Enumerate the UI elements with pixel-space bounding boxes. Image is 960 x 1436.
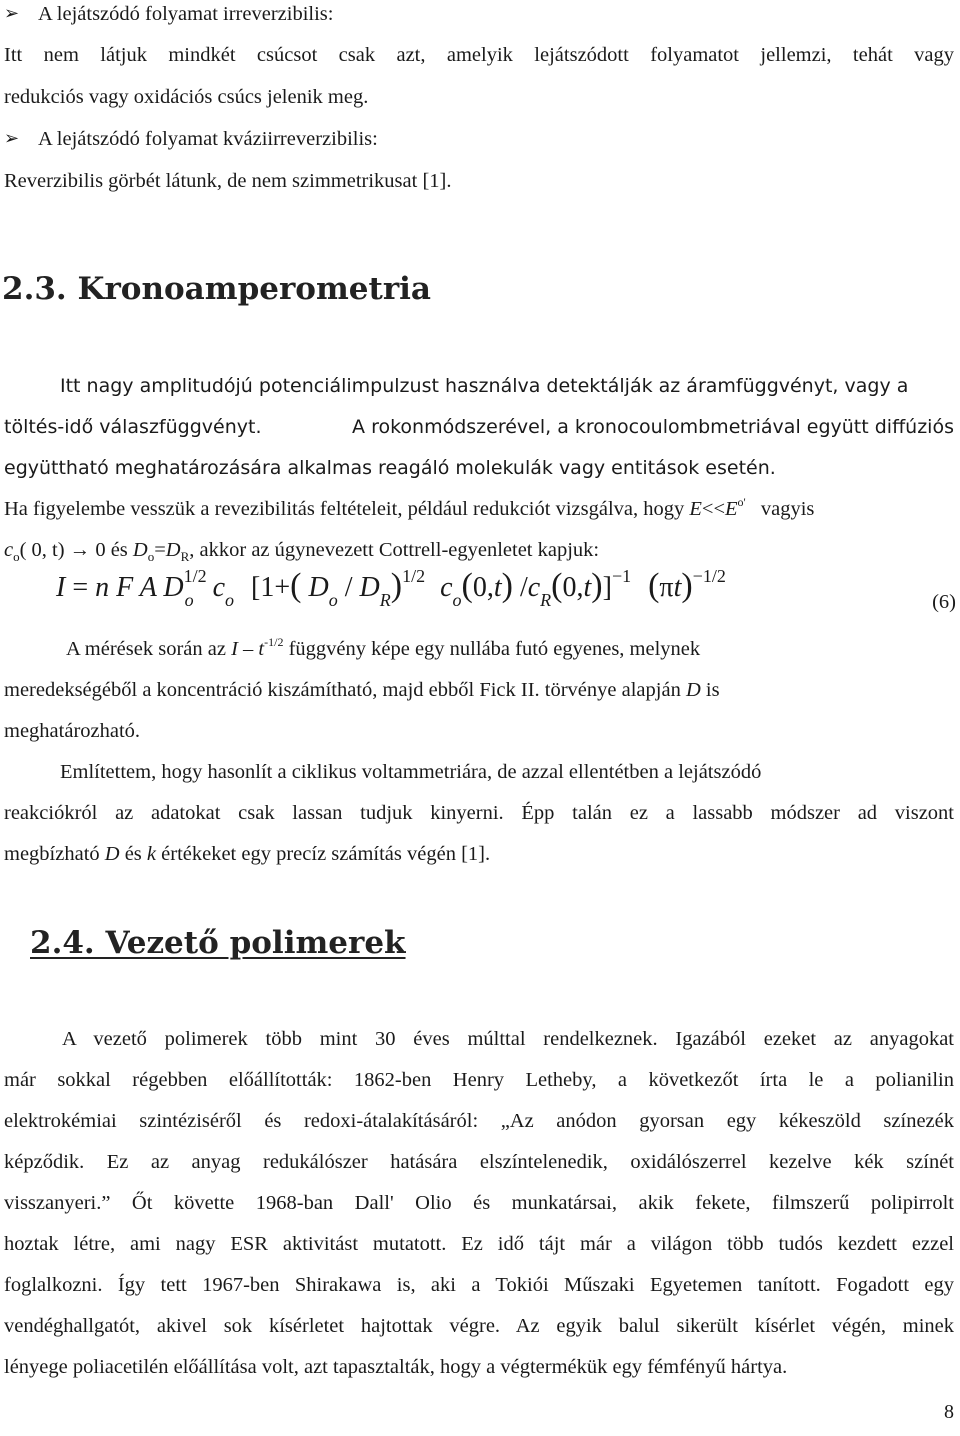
condition-tail: vagyis bbox=[760, 498, 815, 520]
page-number: 8 bbox=[944, 1401, 954, 1423]
bullet-quasi-irreversible bbox=[4, 127, 954, 151]
condition-text: Ha figyelembe vesszük a revezibilitás feltételeit, például redukciót vizsgálva, hogy bbox=[4, 498, 685, 520]
formula-c: c bbox=[212, 572, 226, 603]
paragraph-line: hoztak létre, ami nagy ESR aktivitást mutatott. Ez idő tájt már a világon több tudós kezdett ezzel bbox=[4, 1233, 954, 1255]
formula-close-paren: ) bbox=[501, 567, 513, 604]
formula-t: t bbox=[493, 572, 502, 603]
paragraph-line: A vezető polimerek több mint 30 éves múlttal rendelkeznek. Igazából ezeket az anyagokat bbox=[62, 1028, 954, 1050]
paragraph-line: Reverzibilis görbét látunk, de nem szimmetrikusat [1]. bbox=[4, 170, 452, 192]
paragraph-line: lényege poliacetilén előállítása volt, azt tapasztalták, hogy a végtermékük egy fémfényű hártya. bbox=[4, 1356, 788, 1378]
formula-exp-minus-half: −1/2 bbox=[692, 566, 726, 586]
formula-close-paren: ) bbox=[390, 567, 403, 604]
formula-D: D bbox=[359, 572, 380, 603]
formula-sub-o: o bbox=[184, 590, 194, 610]
symbol-D: D bbox=[104, 843, 120, 865]
formula-t: t bbox=[583, 572, 592, 603]
formula-sub-o: o bbox=[225, 590, 235, 610]
dash: – bbox=[243, 638, 254, 660]
subscript-R: R bbox=[180, 549, 190, 565]
exponent: -1/2 bbox=[264, 635, 284, 649]
paragraph-line: meghatározható. bbox=[4, 720, 141, 742]
formula-one-plus: 1+ bbox=[260, 572, 291, 603]
paragraph-fragment: A rokonmódszerével, a kronocoulombmetriával együtt diffúziós bbox=[352, 416, 954, 438]
formula-equals: = bbox=[72, 572, 89, 603]
paragraph-line: képződik. Ez az anyag redukálószer hatására elszíntelenedik, oxidálószerrel kezelve kék színét bbox=[4, 1151, 954, 1173]
formula-close-paren: ) bbox=[591, 567, 603, 604]
symbol-E0: E bbox=[725, 498, 738, 520]
arrow-bullet-icon: ➢ bbox=[4, 3, 20, 24]
paragraph-line: elektrokémiai szintéziséről és redoxi-átalakításáról: „Az anódon gyorsan egy kékeszöld színezék bbox=[4, 1110, 954, 1132]
symbol-D: D bbox=[685, 679, 701, 701]
paragraph-line: együttható meghatározására alkalmas reagáló molekulák vagy entitások esetén. bbox=[4, 457, 776, 479]
paragraph-fragment: A mérések során az bbox=[66, 638, 226, 660]
paragraph-line: foglalkozni. Így tett 1967-ben Shirakawa is, aki a Tokiói Műszaki Egyetemen tanított. Fogadott egy bbox=[4, 1274, 954, 1296]
formula-F: F bbox=[116, 572, 134, 603]
symbol-E0-superscript: o' bbox=[737, 495, 746, 509]
equals-sign: = bbox=[154, 539, 166, 561]
formula-open-bracket: [ bbox=[251, 572, 261, 603]
formula-slash: / bbox=[519, 572, 528, 603]
formula-pi: π bbox=[659, 572, 674, 603]
formula-open-paren: ( bbox=[290, 567, 302, 604]
formula-zero: 0, bbox=[472, 572, 494, 603]
formula-zero: 0, bbox=[562, 572, 584, 603]
formula-n: n bbox=[95, 572, 110, 603]
paragraph-fragment: meredekségéből a koncentráció kiszámítható, majd ebből Fick II. törvénye alapján bbox=[4, 679, 681, 701]
symbol-D: D bbox=[165, 539, 181, 561]
paragraph-line bbox=[4, 842, 954, 866]
paragraph-fragment: töltés-idő válaszfüggvényt. bbox=[4, 416, 262, 438]
section-heading: 2.4. Vezető polimerek bbox=[30, 925, 406, 961]
paragraph-line bbox=[4, 415, 954, 439]
equation-number: (6) bbox=[932, 591, 956, 613]
paragraph-fragment: függvény képe egy nullába futó egyenes, melynek bbox=[288, 638, 701, 660]
formula-t: t bbox=[673, 572, 682, 603]
symbol-t: t bbox=[258, 638, 265, 660]
paragraph-line: Itt nagy amplitudójú potenciálimpulzust használva detektálják az áramfüggvényt, vagy a bbox=[60, 375, 909, 397]
symbol-k: k bbox=[146, 843, 157, 865]
bullet-irreversible bbox=[4, 2, 954, 26]
section-heading: 2.3. Kronoamperometria bbox=[2, 271, 432, 307]
cottrell-args: ( 0, t) → 0 és bbox=[19, 539, 128, 561]
symbol-D: D bbox=[132, 539, 148, 561]
cottrell-equation bbox=[56, 567, 916, 627]
formula-close-paren: ) bbox=[681, 567, 693, 604]
formula-sub-R: R bbox=[379, 590, 391, 610]
formula-D: D bbox=[308, 572, 329, 603]
symbol-c: c bbox=[4, 539, 14, 561]
formula-open-paren: ( bbox=[551, 567, 563, 604]
formula-sub-o: o bbox=[452, 590, 462, 610]
subscript-o: o bbox=[147, 549, 155, 565]
symbol-E: E bbox=[689, 498, 702, 520]
formula-slash: / bbox=[344, 572, 353, 603]
formula-exp-half: 1/2 bbox=[183, 566, 207, 586]
cottrell-intro-line bbox=[4, 538, 954, 565]
cottrell-tail: , akkor az úgynevezett Cottrell-egyenletet kapjuk: bbox=[189, 539, 600, 561]
paragraph-line: visszanyeri.” Őt követte 1968-ban Dall' Olio és munkatársai, akik fekete, filmszerű polipirrolt bbox=[4, 1192, 954, 1214]
formula-open-paren: ( bbox=[648, 567, 660, 604]
paragraph-fragment: megbízható bbox=[4, 843, 100, 865]
formula-sub-o: o bbox=[328, 590, 338, 610]
formula-exp-minus-one: −1 bbox=[611, 566, 632, 586]
formula-sub-R: R bbox=[540, 590, 552, 610]
paragraph-line: Itt nem látjuk mindkét csúcsot csak azt, amelyik lejátszódott folyamatot jellemzi, tehát vagy bbox=[4, 44, 954, 66]
arrow-bullet-icon: ➢ bbox=[4, 128, 20, 149]
formula-exp-half: 1/2 bbox=[402, 566, 426, 586]
paragraph-line: Említettem, hogy hasonlít a ciklikus voltammetriára, de azzal ellentétben a lejátszódó bbox=[60, 761, 762, 783]
formula-c: c bbox=[440, 572, 453, 603]
paragraph-line: már sokkal régebben előállították: 1862-ben Henry Letheby, a következőt írta le a polianilin bbox=[4, 1069, 954, 1091]
paragraph-line bbox=[66, 637, 954, 661]
paragraph-line: vendéghallgatót, akivel sok kísérletet hajtottak végre. Az egyik balul sikerült kísérlet végén, minek bbox=[4, 1315, 954, 1337]
paragraph-fragment: értékeket egy precíz számítás végén [1]. bbox=[161, 843, 491, 865]
formula-open-paren: ( bbox=[461, 567, 473, 604]
symbol-I: I bbox=[231, 638, 238, 660]
formula-D: D bbox=[163, 572, 184, 603]
formula-A: A bbox=[139, 572, 157, 603]
symbol-much-less: << bbox=[701, 498, 726, 520]
paragraph-line bbox=[4, 678, 954, 702]
subscript-o: o bbox=[13, 549, 20, 565]
bullet-label: A lejátszódó folyamat irreverzibilis: bbox=[38, 3, 334, 25]
paragraph-fragment: és bbox=[124, 843, 142, 865]
formula-I: I bbox=[56, 572, 66, 603]
paragraph-line: reakciókról az adatokat csak lassan tudjuk kinyerni. Épp talán ez a lassabb módszer ad viszont bbox=[4, 802, 954, 824]
condition-line bbox=[4, 497, 954, 521]
paragraph-fragment: is bbox=[705, 679, 720, 701]
bullet-label: A lejátszódó folyamat kváziirreverzibilis: bbox=[38, 128, 378, 150]
paragraph-line: redukciós vagy oxidációs csúcs jelenik meg. bbox=[4, 86, 369, 108]
formula-c: c bbox=[527, 572, 541, 603]
formula-close-bracket: ] bbox=[602, 572, 612, 603]
